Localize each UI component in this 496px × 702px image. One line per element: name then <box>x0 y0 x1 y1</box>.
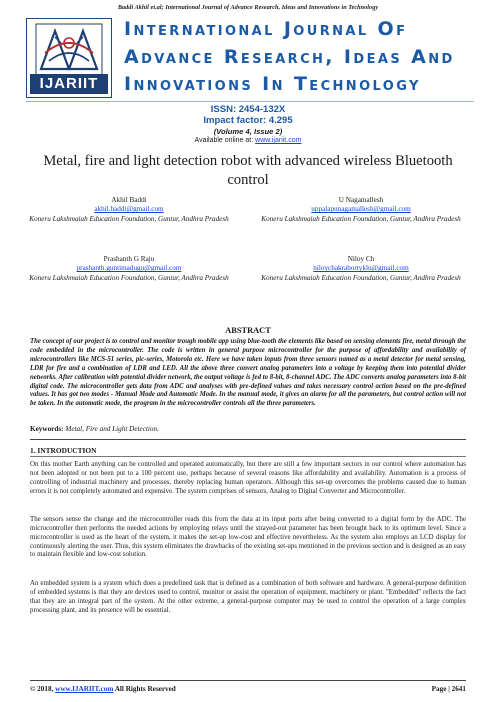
logo-acronym: IJARIIT <box>30 74 108 94</box>
journal-title-line: Advance Research, Ideas And <box>124 45 455 68</box>
keywords-label: Keywords: <box>30 425 64 433</box>
body-paragraph: The sensors sense the change and the microcontroller reads this from the data at its input ports after being converted to a digital form by the ADC. The microcontroller then performs the needed actions by employing relays until the strayed-out parameter has been brought back to its optimum level. Since a microcontroller is used as the heart of the system, it makes the set-up low-cost and effective nevertheless. As the system also employs an LCD display for continuously alerting the user. Thus, this system eliminates the drawbacks of the existing set-ups mentioned in the previous section and is designed as an easy to maintain flexible and low-cost solution. <box>30 516 466 559</box>
author-affiliation: Koneru Lakshmaiah Education Foundation, Guntur, Andhra Pradesh <box>29 273 229 282</box>
author-card <box>24 255 234 283</box>
copyright-suffix: All Rights Reserved <box>113 685 176 693</box>
impact-factor: Impact factor: 4.295 <box>203 115 293 126</box>
journal-title <box>124 16 484 99</box>
journal-masthead <box>26 18 476 100</box>
journal-logo <box>26 18 112 98</box>
author-email-link[interactable]: niloychakrabortyklu@gmail.com <box>313 264 409 273</box>
abstract-heading: ABSTRACT <box>225 326 271 335</box>
author-name: U Nagamallesh <box>338 196 384 204</box>
author-email-link[interactable]: uppalapunagamallesh@gmail.com <box>311 205 411 214</box>
author-affiliation: Koneru Lakshmaiah Education Foundation, Guntur, Andhra Pradesh <box>261 214 461 223</box>
author-card <box>24 196 234 224</box>
running-header: Baddi Akhil et.al; International Journal of Advance Research, Ideas and Innovations in Technology <box>117 4 379 11</box>
availability-prefix: Available online at: <box>194 137 256 144</box>
keywords-line <box>30 425 466 433</box>
logo-emblem-icon <box>35 23 103 77</box>
footer-website-link[interactable]: www.IJARIIT.com <box>55 685 114 693</box>
body-paragraph: On this mother Earth anything can be controlled and operated automatically, but there are still a few important sectors in our control where automation has not been adopted or not been put to a 100 percent use, perhaps because of several reasons like affordability and availability. Automation is a process of controlling of industrial machinery and processes, thereby replacing human operators. Although this set-up overcomes the problems caused due to human errors it is not completely automated and expensive. The system comprises of sensors, Analog to Digital Converter and Microcontroller. <box>30 461 466 495</box>
issn: ISSN: 2454-132X <box>210 104 286 115</box>
availability-line <box>0 137 496 144</box>
author-email-link[interactable]: akhil.baddi@gmail.com <box>94 205 164 214</box>
copyright-prefix: © 2018, <box>30 685 56 693</box>
section-divider <box>30 439 466 440</box>
author-card <box>256 255 466 283</box>
author-affiliation: Koneru Lakshmaiah Education Foundation, Guntur, Andhra Pradesh <box>29 214 229 223</box>
volume-issue: (Volume 4, Issue 2) <box>213 127 283 136</box>
abstract-text: The concept of our project is to control and monitor trough mobile app using blue-tooth the elements like based on sensing elements fire, metal through the code embedded in the microcontroller. The code is written in general purpose microcontroller for the purpose of affordability and availability of microcontrollers like MCS-51 series, pic-series, Motorola etc. Here we have taken inputs from three sensors named as a metal detector for metal sensing, LDR for fire and a combination of LDR and LED. All the above three convert analog parameters into a voltage by keeping them into potential divider networks. After calibration with potential divider network, the output voltage is fed to 8-bit, 8-channel ADC. The ADC converts analog parameters into 8-bit digital code. The microcontroller gets data from ADC and analyses with pre-defined values and takes necessary control action based on the pre-defined values. It has got two modes - Manual Mode and Automatic Mode. In the manual mode, it gives an alarm for all the parameters, but control action will not be taken. In the automatic mode, the program in the microcontroller controls all the three parameters. <box>30 338 466 408</box>
paper-title: Metal, fire and light detection robot with advanced wireless Bluetooth control <box>43 153 453 188</box>
journal-title-line: Innovations In Technology <box>124 73 421 95</box>
author-name: Prashanth G Raju <box>103 255 155 263</box>
keywords-value: Metal, Fire and Light Detection. <box>63 425 159 433</box>
masthead-divider <box>26 101 474 102</box>
author-name: Akhil Baddi <box>111 196 147 204</box>
author-name: Niloy Ch <box>347 255 375 263</box>
section-divider <box>30 456 466 457</box>
body-paragraph: An embedded system is a system which does a predefined task that is defined as a combination of both software and hardware. A general-purpose definition of embedded systems is that they are devices used to control, monitor or assist the operation of equipment, machinery or plant. "Embedded" reflects the fact that they are an integral part of the system. At the other extreme, a general-purpose computer may be used to control the operation of a large complex processing plant, and its presence will be essential. <box>30 580 466 614</box>
journal-title-line: International Journal Of <box>124 18 408 40</box>
page-number: Page | 2641 <box>431 685 466 693</box>
footer-divider <box>30 680 466 681</box>
footer-copyright <box>30 685 176 693</box>
author-affiliation: Koneru Lakshmaiah Education Foundation, Guntur, Andhra Pradesh <box>261 273 461 282</box>
author-email-link[interactable]: prashanth.guntimadugu@gmail.com <box>76 264 182 273</box>
author-card <box>256 196 466 224</box>
section-heading: 1. INTRODUCTION <box>30 446 97 455</box>
journal-website-link[interactable]: www.ijariit.com <box>255 137 302 144</box>
